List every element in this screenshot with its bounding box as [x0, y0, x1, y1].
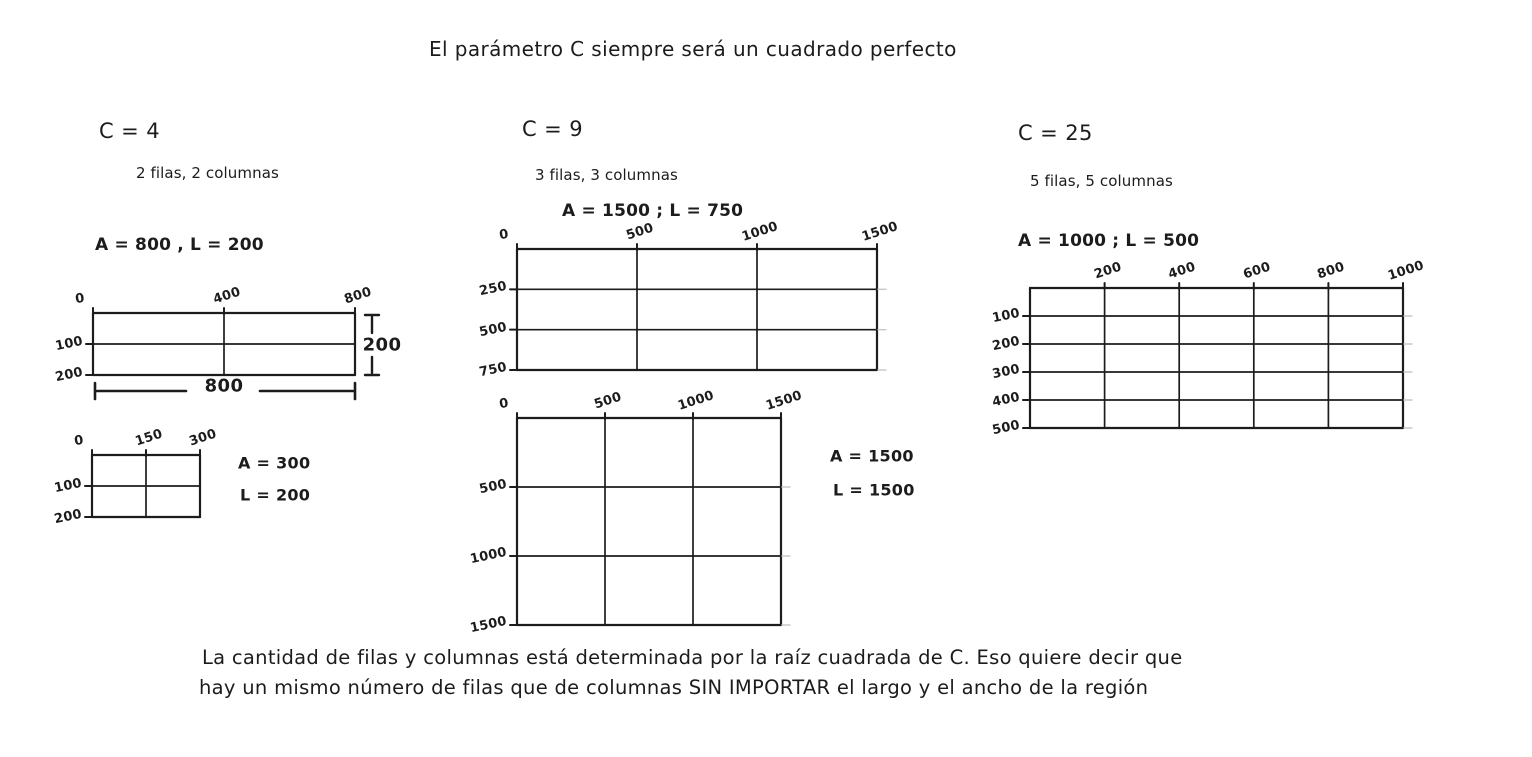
c4-value-label: C = 4 [99, 119, 160, 143]
axis-label: 800 [1315, 259, 1347, 283]
c4-dimensions-label: A = 800 , L = 200 [95, 235, 264, 255]
axis-label: 400 [1166, 259, 1198, 283]
dim-label: 800 [204, 375, 244, 397]
axis-label: 0 [498, 226, 510, 244]
c4-rowscols-label: 2 filas, 2 columnas [136, 164, 279, 182]
axis-label: 100 [990, 305, 1022, 327]
c25-value-label: C = 25 [1018, 121, 1093, 145]
axis-label: 300 [990, 361, 1022, 383]
footer-line-2: hay un mismo número de filas que de columnas SIN IMPORTAR el largo y el ancho de la región [199, 676, 1149, 699]
axis-label: 100 [53, 333, 85, 355]
c9-dimensions-label: A = 1500 ; L = 750 [562, 201, 744, 221]
side-label: L = 200 [240, 485, 311, 505]
side-label: A = 300 [238, 453, 311, 473]
axis-label: 250 [477, 279, 509, 300]
dim-label: 200 [362, 334, 402, 356]
axis-label: 0 [73, 432, 85, 450]
c25-rowscols-label: 5 filas, 5 columnas [1030, 172, 1173, 190]
axis-label: 200 [53, 364, 85, 386]
axis-label: 750 [477, 359, 509, 381]
axis-label: 500 [624, 220, 656, 244]
axis-label: 300 [187, 426, 219, 450]
c9-rowscols-label: 3 filas, 3 columnas [535, 166, 678, 184]
side-label: A = 1500 [830, 446, 914, 466]
axis-label: 500 [990, 417, 1022, 439]
axis-label: 0 [74, 290, 86, 308]
axis-label: 100 [52, 475, 84, 497]
axis-label: 500 [477, 476, 509, 498]
axis-label: 0 [498, 395, 510, 413]
axis-label: 150 [133, 426, 165, 450]
axis-label: 1000 [468, 544, 509, 568]
axis-label: 200 [990, 333, 1022, 355]
side-label: L = 1500 [833, 480, 915, 500]
footer-line-1: La cantidad de filas y columnas está determinada por la raíz cuadrada de C. Eso quiere decir que [202, 646, 1183, 669]
axis-label: 1000 [676, 388, 716, 414]
axis-label: 1500 [860, 219, 900, 245]
page-title: El parámetro C siempre será un cuadrado perfecto [429, 37, 957, 61]
c25-dimensions-label: A = 1000 ; L = 500 [1018, 231, 1200, 251]
axis-label: 1000 [1386, 258, 1426, 284]
axis-label: 600 [1241, 259, 1273, 283]
axis-label: 200 [52, 506, 84, 528]
axis-label: 1500 [468, 613, 509, 637]
axis-label: 1000 [740, 219, 780, 245]
c9-value-label: C = 9 [522, 117, 583, 141]
axis-label: 200 [1092, 259, 1124, 283]
axis-label: 800 [342, 284, 374, 308]
axis-label: 1500 [764, 388, 804, 414]
axis-label: 500 [477, 319, 509, 340]
axis-label: 400 [211, 284, 243, 308]
axis-label: 400 [990, 389, 1022, 411]
axis-label: 500 [592, 389, 624, 413]
